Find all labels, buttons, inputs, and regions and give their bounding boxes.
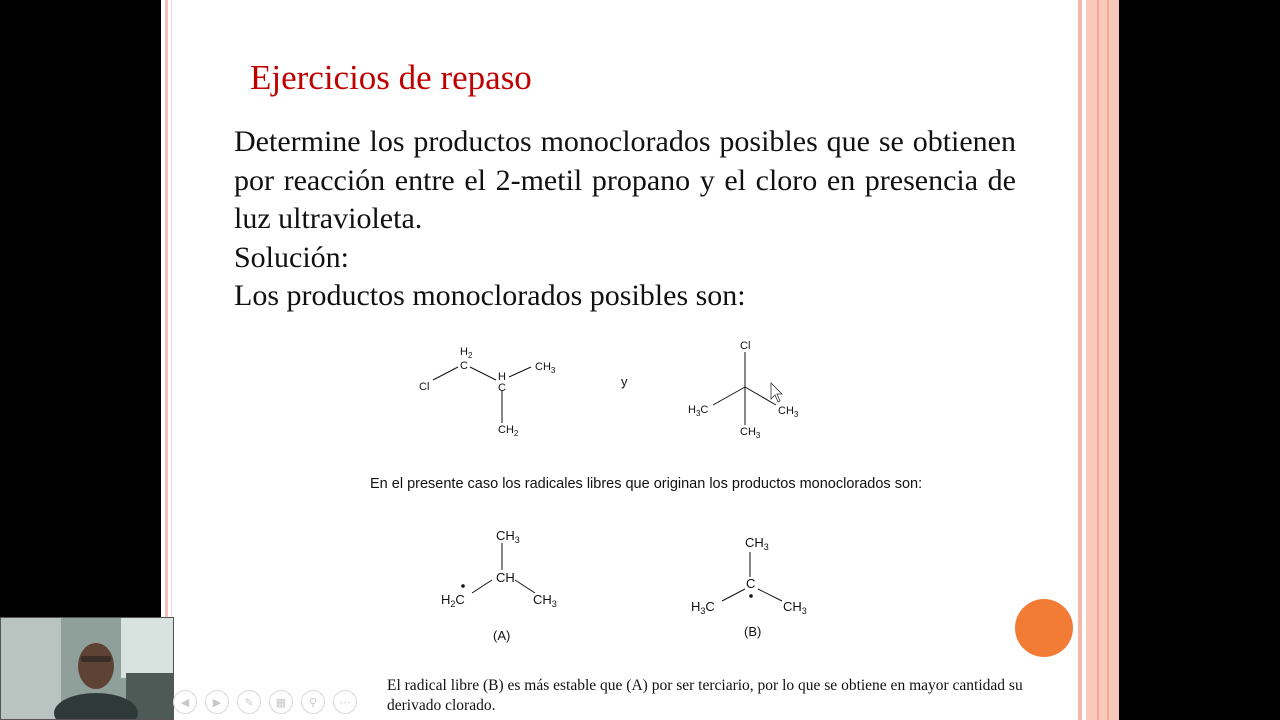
h2-label: $H_2$ — [460, 346, 473, 360]
webcam-overlay — [0, 617, 174, 720]
ch3-group: $CH_3$ — [533, 592, 557, 609]
h3c-group: $H_3C$ — [691, 599, 715, 616]
h2c-group: $H_2C$ — [441, 592, 465, 609]
label-a: (A) — [493, 628, 511, 643]
chlorine-atom: Cl — [740, 340, 751, 352]
radical-dot — [749, 594, 753, 598]
ch3-group: $CH_3$ — [496, 528, 520, 545]
ch3-group: $CH_3$ — [535, 361, 556, 375]
carbon-atom: C — [498, 382, 506, 394]
h3c-group: $H_3C$ — [688, 404, 709, 418]
connector-y: y — [621, 374, 628, 389]
more-icon[interactable]: ⋯ — [333, 690, 357, 714]
carbon-atom: C — [460, 360, 468, 372]
conclusion-text: El radical libre (B) es más estable que (A) por ser terciario, por lo que se obtiene en mayor cantidad su derivado clorado. — [387, 677, 1023, 714]
carbon-atom: C — [746, 576, 756, 591]
radicals-intro-text: En el presente caso los radicales libres que originan los productos monoclorados son: — [370, 476, 923, 492]
problem-text: Determine los productos monoclorados posibles que se obtienen por reacción entre el 2-metil propano y el cloro en presencia de luz ultravioleta. — [234, 125, 1016, 235]
slide-title: Ejercicios de repaso — [250, 58, 532, 97]
chlorine-atom: Cl — [419, 381, 430, 393]
solution-label: Solución: — [234, 240, 350, 274]
pen-icon[interactable]: ✎ — [237, 690, 261, 714]
back-icon[interactable]: ◀ — [173, 690, 197, 714]
slide-accent-circle — [1015, 599, 1073, 657]
hydrogen-atom: H — [498, 371, 506, 383]
product-2-structure — [683, 335, 813, 445]
product-1-structure — [406, 335, 576, 445]
products-label: Los productos monoclorados posibles son: — [234, 279, 746, 312]
problem-statement — [234, 123, 1016, 316]
presentation-toolbar — [173, 689, 357, 715]
right-border-line — [1097, 0, 1099, 720]
play-icon[interactable]: ▶ — [205, 690, 229, 714]
ch-group: CH — [496, 570, 515, 585]
radical-a-structure — [436, 520, 576, 620]
slides-icon[interactable]: ▦ — [269, 690, 293, 714]
ch3-group: $CH_3$ — [740, 426, 761, 440]
right-border-line-2 — [1107, 0, 1109, 720]
label-b: (B) — [744, 624, 762, 639]
radical-b-structure — [686, 525, 826, 625]
zoom-icon[interactable]: ⚲ — [301, 690, 325, 714]
ch3-group: $CH_3$ — [745, 535, 769, 552]
mouse-cursor-icon — [771, 383, 782, 402]
presenter-video — [1, 618, 174, 720]
slide — [161, 0, 1119, 720]
left-border-stripe-inner — [171, 0, 172, 720]
ch2-group: $CH_2$ — [498, 424, 519, 438]
right-border-band — [1086, 0, 1119, 720]
left-border-stripe — [165, 0, 168, 720]
ch3-group: $CH_3$ — [783, 599, 807, 616]
radical-dot — [461, 584, 465, 588]
right-border-stripe — [1078, 0, 1082, 720]
ch3-group: $CH_3$ — [778, 405, 799, 419]
